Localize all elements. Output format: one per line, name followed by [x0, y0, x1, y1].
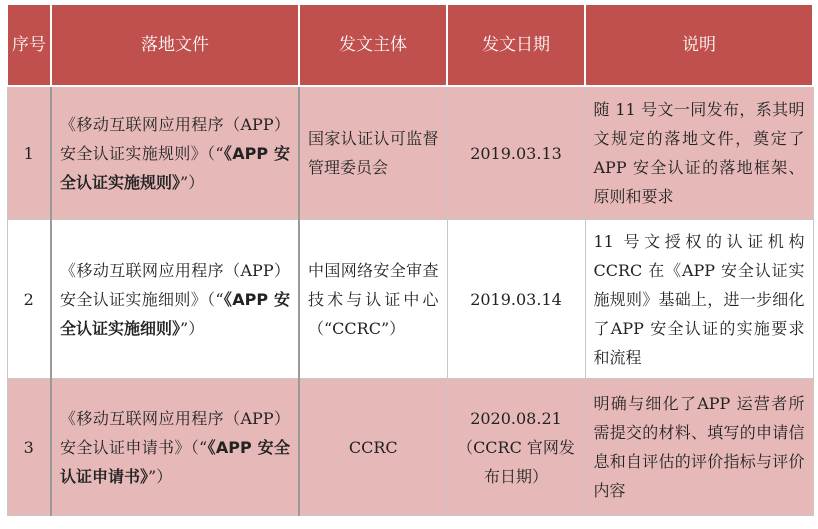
document-table-container: [6, 3, 812, 523]
row-document: [51, 86, 299, 220]
row-document: [51, 379, 299, 516]
row-index: 1: [7, 86, 51, 220]
row-date: 2020.08.21（CCRC 官网发布日期）: [447, 379, 585, 516]
document-name: 《移动互联网应用程序（APP）安全认证实施规则》（“: [60, 114, 290, 163]
row-note: 随 11 号文一同发布，系其明文规定的落地文件，奠定了APP 安全认证的落地框架、原则和要求: [585, 86, 813, 220]
header-issuer: 发文主体: [299, 4, 447, 86]
row-issuer: CCRC: [299, 379, 447, 516]
document-name-suffix: ”）: [180, 318, 205, 338]
document-name: 《移动互联网应用程序（APP）安全认证申请书》（“: [60, 408, 290, 457]
row-date: 2019.03.14: [447, 220, 585, 379]
document-short-name: 《APP 安全认证实施细则》: [60, 289, 290, 338]
document-name-suffix: ”）: [148, 466, 173, 486]
document-short-name: 《APP 安全认证申请书》: [60, 437, 290, 486]
landing-documents-table: [6, 3, 814, 516]
row-index: 3: [7, 379, 51, 516]
header-index: 序号: [7, 4, 51, 86]
row-note: 11 号文授权的认证机构 CCRC 在《APP 安全认证实施规则》基础上，进一步细化了APP 安全认证的实施要求和流程: [585, 220, 813, 379]
document-name: 《移动互联网应用程序（APP）安全认证实施细则》（“: [60, 260, 290, 309]
table-row: [7, 86, 813, 220]
row-document: [51, 220, 299, 379]
header-note: 说明: [585, 4, 813, 86]
table-row: [7, 220, 813, 379]
header-document: 落地文件: [51, 4, 299, 86]
row-index: 2: [7, 220, 51, 379]
header-date: 发文日期: [447, 4, 585, 86]
table-header-row: [7, 4, 813, 86]
row-note: 明确与细化了APP 运营者所需提交的材料、填写的申请信息和自评估的评价指标与评价内容: [585, 379, 813, 516]
table-row: [7, 379, 813, 516]
row-issuer: 国家认证认可监督管理委员会: [299, 86, 447, 220]
document-short-name: 《APP 安全认证实施规则》: [60, 143, 290, 192]
row-date: 2019.03.13: [447, 86, 585, 220]
document-name-suffix: ”）: [180, 172, 205, 192]
row-issuer: 中国网络安全审查技术与认证中心（“CCRC”）: [299, 220, 447, 379]
